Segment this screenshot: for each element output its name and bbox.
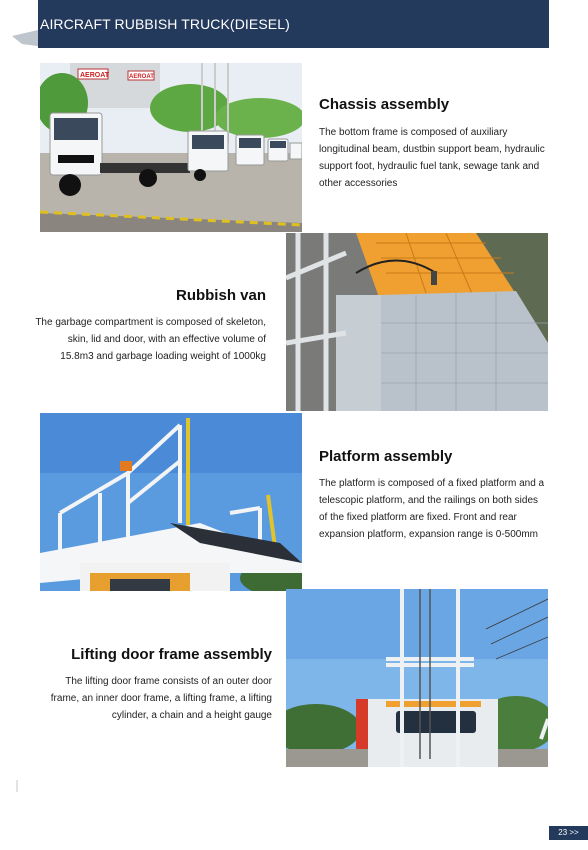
margin-mark [16, 780, 18, 792]
lifting-frame-photo [286, 589, 548, 767]
building-sign-2: AEROAT [129, 74, 154, 80]
lifting-frame-description [20, 673, 272, 724]
platform-line-2: telescopic platform, and the railings on both sides [319, 495, 539, 506]
rubbish-van-line-1: The garbage compartment is composed of skeleton, [35, 317, 266, 328]
chassis-photo [40, 63, 302, 232]
platform-line-4: expansion platform, expansion range is 0-500mm [319, 529, 539, 540]
rubbish-van-line-2: skin, lid and door, with an effective volume of [67, 334, 266, 345]
platform-title: Platform assembly [319, 448, 453, 465]
lifting-frame-line-2: frame, an inner door frame, a lifting frame, a lifting [50, 693, 272, 704]
chassis-line-4: other accessories [319, 178, 398, 189]
chassis-title: Chassis assembly [319, 96, 450, 113]
platform-line-1: The platform is composed of a fixed platform and a [319, 478, 545, 489]
page-number-badge[interactable]: 23 >> [549, 826, 588, 840]
rubbish-van-description [20, 314, 266, 365]
platform-description [319, 475, 559, 543]
page-title: AIRCRAFT RUBBISH TRUCK(DIESEL) [40, 16, 290, 32]
lifting-frame-line-3: cylinder, a chain and a height gauge [111, 710, 272, 721]
rubbish-van-title: Rubbish van [175, 287, 266, 304]
chassis-description [319, 124, 559, 192]
rubbish-van-line-3: 15.8m3 and garbage loading weight of 1000kg [60, 351, 266, 362]
chassis-line-2: longitudinal beam, dustbin support beam, hydraulic [319, 144, 545, 155]
rubbish-van-photo [286, 233, 548, 411]
platform-photo [40, 413, 302, 591]
lifting-frame-line-1: The lifting door frame consists of an outer door [65, 676, 272, 687]
chassis-line-1: The bottom frame is composed of auxiliary [319, 127, 508, 138]
platform-line-3: of the fixed platform are fixed. Front and rear [319, 512, 517, 523]
chassis-line-3: support foot, hydraulic fuel tank, sewage tank and [319, 161, 540, 172]
lifting-frame-title: Lifting door frame assembly [71, 646, 272, 663]
building-sign-1: AEROAT [80, 72, 110, 79]
